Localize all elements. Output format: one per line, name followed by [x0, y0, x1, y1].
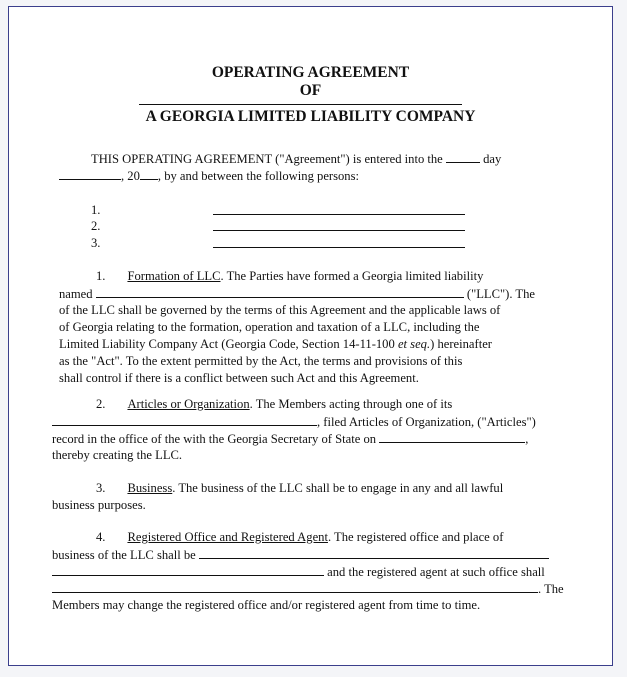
section-3-line-2: business purposes. — [52, 498, 146, 512]
registered-agent-blank — [52, 581, 538, 593]
section-1-line-1: 1. Formation of LLC. The Parties have formed a Georgia limited liability — [96, 269, 484, 283]
section-4-line-3: and the registered agent at such office shall — [52, 564, 545, 580]
document-title: OPERATING AGREEMENT — [211, 64, 410, 81]
section-4-heading: Registered Office and Registered Agent — [127, 530, 328, 544]
month-blank — [59, 168, 121, 180]
section-2-line-2: , filed Articles of Organization, ("Articles") — [52, 414, 536, 430]
section-4-line-5: Members may change the registered office and/or registered agent from time to time. — [52, 598, 481, 612]
section-2-line-4: thereby creating the LLC. — [52, 448, 183, 462]
person-row-2: 2. — [91, 219, 471, 234]
section-1-line-5: Limited Liability Company Act (Georgia Code, Section 14-11-100 et seq.) hereinafter — [59, 337, 492, 351]
day-blank — [446, 151, 480, 163]
member-name-blank — [52, 414, 317, 426]
section-1-line-3: of the LLC shall be governed by the terms of this Agreement and the applicable laws of — [59, 303, 501, 317]
section-1-line-6: as the "Act". To the extent permitted by the Act, the terms and provisions of this — [59, 354, 463, 368]
section-1-heading: Formation of LLC — [127, 269, 221, 283]
section-2-line-3: record in the office of the with the Georgia Secretary of State on , — [52, 432, 529, 446]
year-blank — [140, 168, 158, 180]
person-row-3: 3. — [91, 236, 471, 251]
section-1-line-4: of Georgia relating to the formation, operation and taxation of a LLC, including the — [59, 320, 480, 334]
section-2-heading: Articles or Organization — [127, 397, 250, 411]
section-4-line-4: . The — [52, 581, 564, 597]
section-1-line-2: named ("LLC"). The — [59, 287, 535, 301]
office-address-blank — [199, 547, 549, 559]
company-name-blank — [139, 104, 462, 105]
person-row-1: 1. — [91, 203, 471, 218]
person-blank-2 — [213, 219, 465, 231]
section-3-line-1: 3. Business. The business of the LLC shall be to engage in any and all lawful — [96, 481, 504, 495]
person-blank-1 — [213, 203, 465, 215]
llc-name-blank — [96, 286, 464, 298]
document-page — [8, 6, 613, 666]
section-4-line-1: 4. Registered Office and Registered Agent. The registered office and place of — [96, 530, 504, 544]
section-4-line-2: business of the LLC shall be — [52, 547, 549, 563]
office-address-blank-2 — [52, 564, 324, 576]
section-2-line-1: 2. Articles or Organization. The Members acting through one of its — [96, 397, 453, 411]
person-blank-3 — [213, 236, 465, 248]
filing-date-blank — [379, 431, 525, 443]
document-subtitle: A GEORGIA LIMITED LIABILITY COMPANY — [145, 108, 476, 125]
document-title-of: OF — [299, 82, 322, 99]
section-1-line-7: shall control if there is a conflict between such Act and this Agreement. — [59, 371, 419, 385]
intro-line-2: , 20 , by and between the following persons: — [59, 168, 359, 184]
section-3-heading: Business — [127, 481, 173, 495]
intro-line-1: THIS OPERATING AGREEMENT ("Agreement") is entered into the day — [91, 152, 502, 166]
